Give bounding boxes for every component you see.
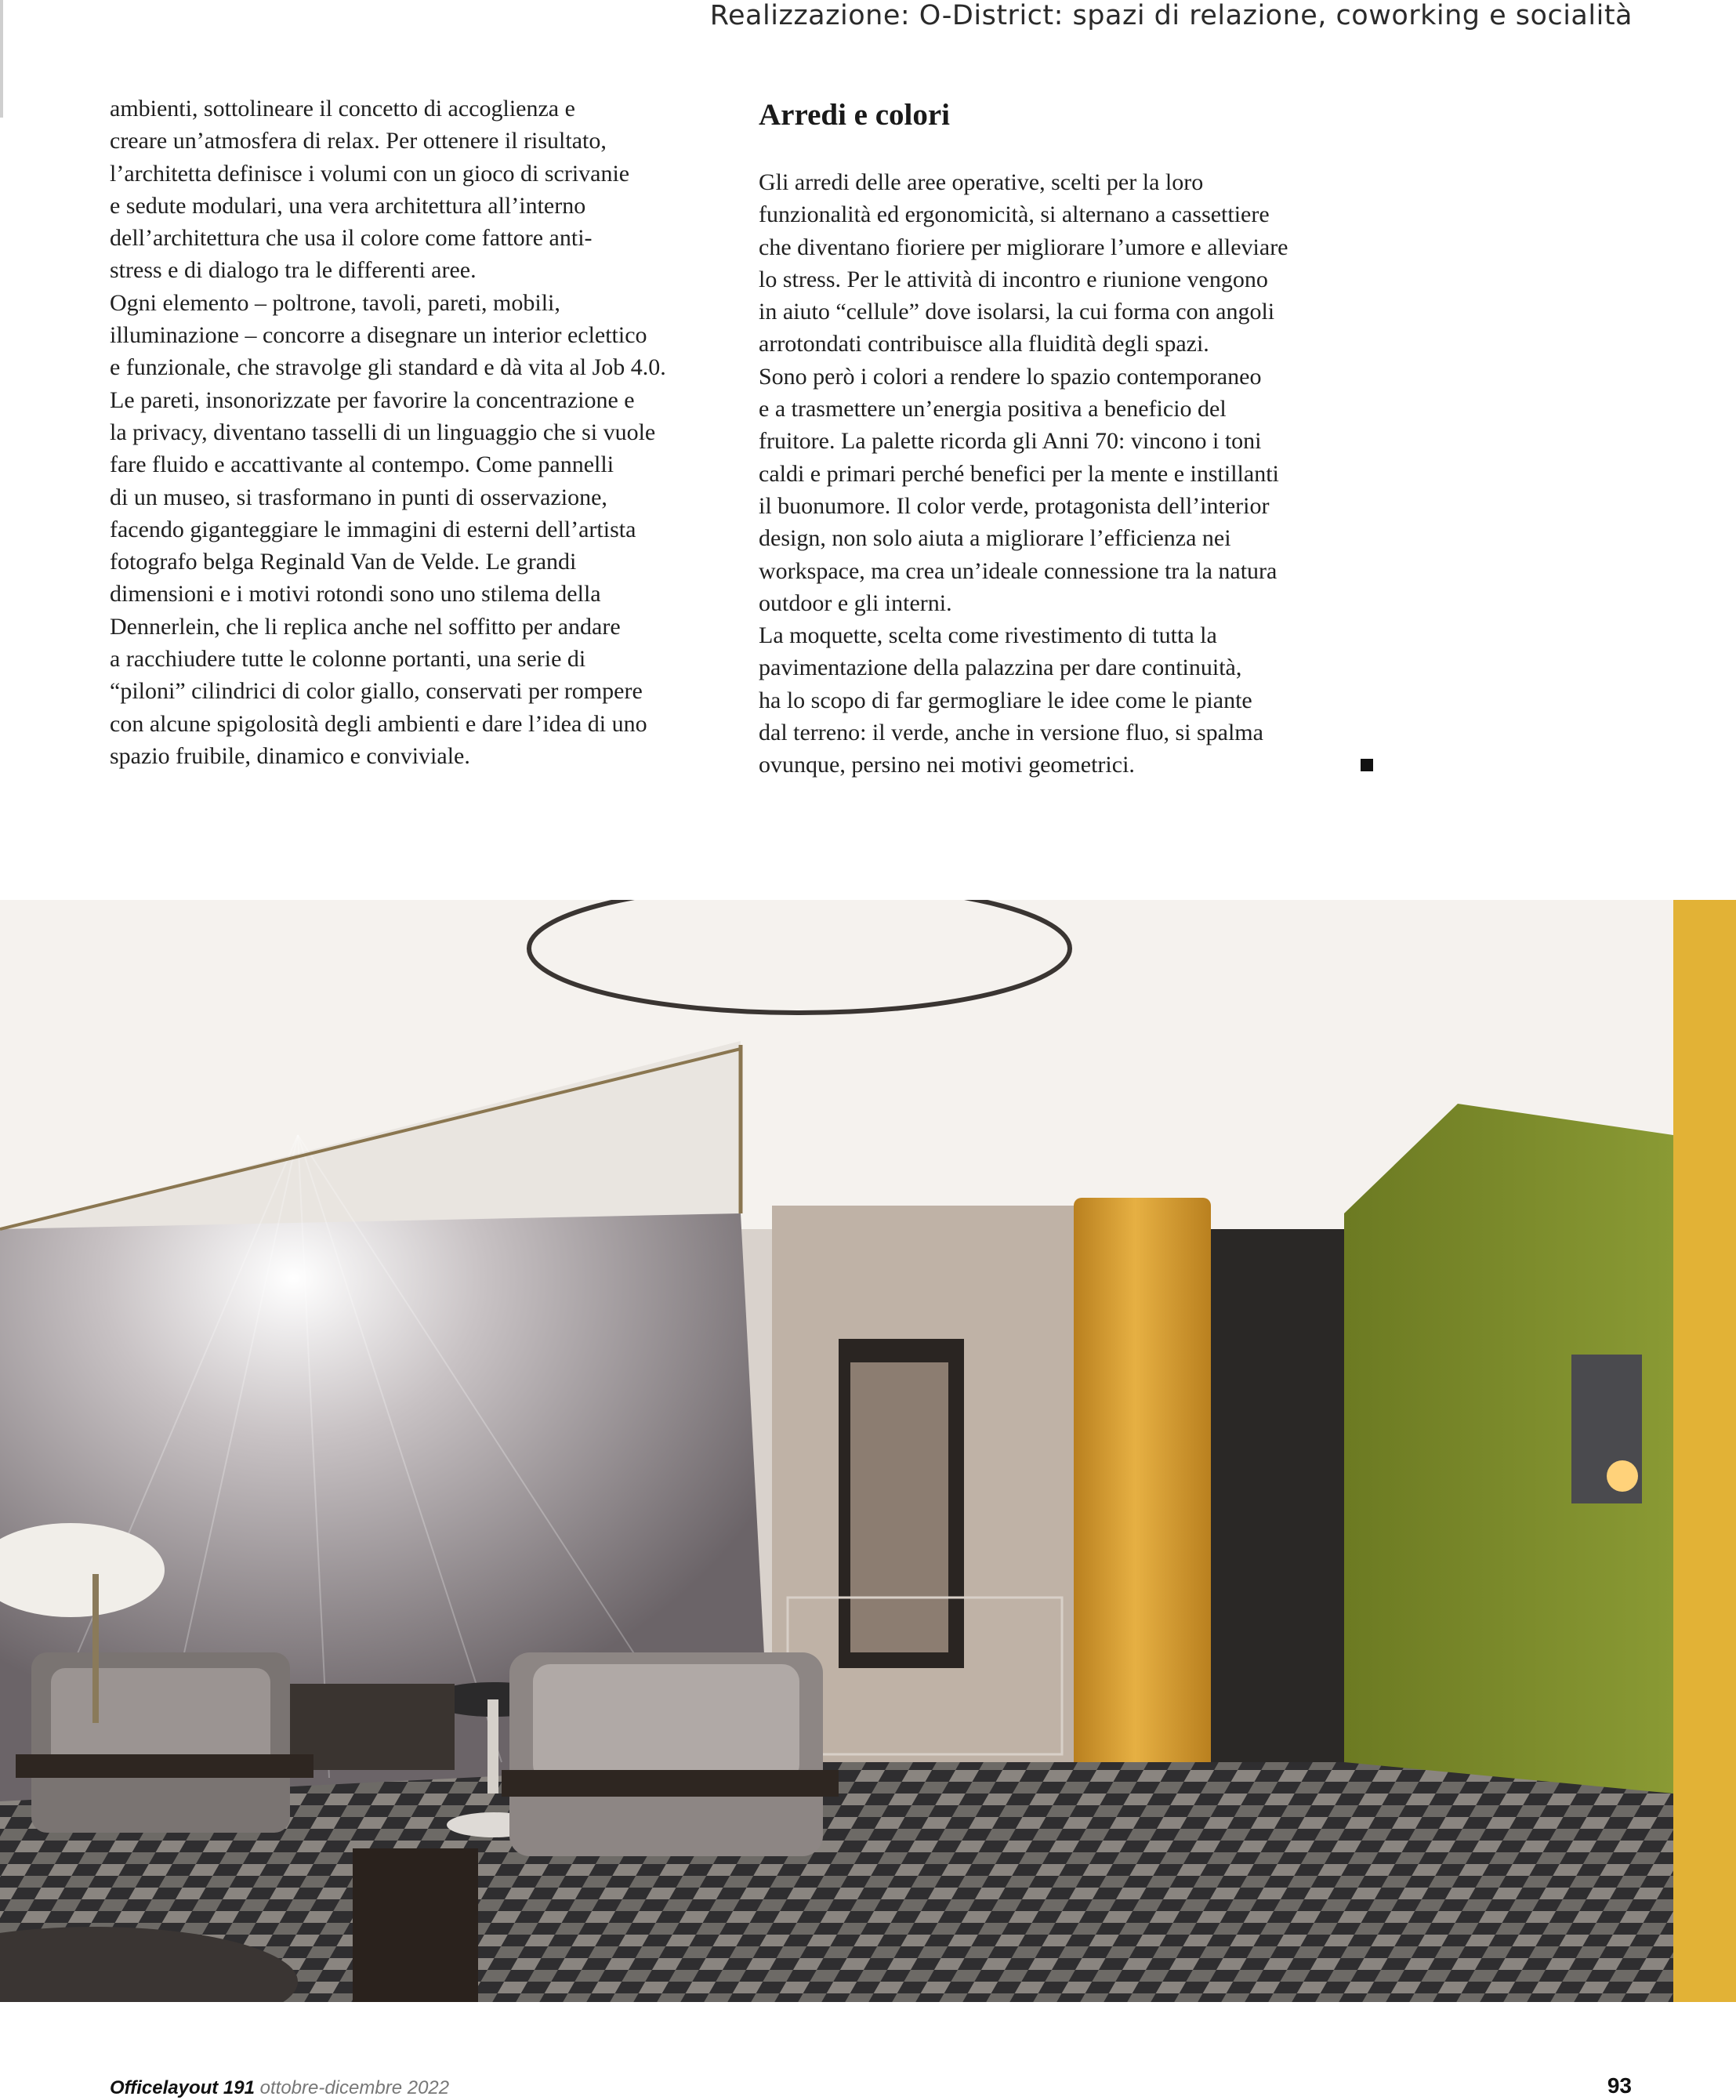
armchair-right bbox=[502, 1652, 839, 1856]
page-number: 93 bbox=[1607, 2073, 1632, 2098]
footer-credit bbox=[110, 2077, 449, 2099]
magazine-name: Officelayout 191 bbox=[110, 2077, 255, 2098]
issue-date: ottobre-dicembre 2022 bbox=[259, 2077, 450, 2098]
left-text-column bbox=[110, 92, 737, 772]
page-edge-rule bbox=[0, 0, 3, 118]
right-text-column bbox=[759, 92, 1386, 782]
yellow-column-right bbox=[1673, 900, 1736, 2002]
interior-photo bbox=[0, 900, 1736, 2002]
running-header: Realizzazione: O-District: spazi di relazione, coworking e socialità bbox=[709, 0, 1633, 31]
section-heading: Arredi e colori bbox=[759, 98, 951, 132]
body-text-right: Gli arredi delle aree operative, scelti per la loro funzionalità ed ergonomicità, si alternano a cassettiere che diventano fioriere per migliorare l’umore e alleviare lo stress. Per le attività di incontro e riunione vengono in aiuto “cellule” dove isolarsi, la cui forma con angoli arrotondati contribuisce alla fluidità degli spazi. Sono però i colori a rendere lo spazio contemporaneo e a trasmettere un’energia positiva a beneficio del fruitore. La palette ricorda gli Anni 70: vincono i toni caldi e primari perché benefici per la mente e instillanti il buonumore. Il color verde, protagonista dell’interior design, non solo aiuta a migliorare l’efficienza nei workspace, ma crea un’ideale connessione tra la natura outdoor e gli interni. La moquette, scelta come rivestimento di tutta la pavimentazione della palazzina per dare continuità, ha lo scopo di far germogliare le idee come le piante dal terreno: il verde, anche in versione fluo, si spalma ovunque, persino nei motivi geometrici. bbox=[759, 169, 1288, 778]
yellow-column bbox=[1074, 1198, 1211, 1825]
foreground-chair bbox=[353, 1848, 478, 2002]
armchair-left bbox=[16, 1652, 313, 1833]
article-end-mark bbox=[1361, 759, 1373, 771]
body-text-left: ambienti, sottolineare il concetto di accoglienza e creare un’atmosfera di relax. Per ottenere il risultato, l’architetta definisce i volumi con un gioco di scrivanie e sedute modulari, una vera architettura all’interno dell’architettura che usa il colore come fattore anti- stress e di dialogo tra le differenti aree. Ogni elemento – poltrone, tavoli, pareti, mobili, illuminazione – concorre a disegnare un interior eclettico e funzionale, che stravolge gli standard e dà vita al Job 4.0. Le pareti, insonorizzate per favorire la concentrazione e la privacy, diventano tasselli di un linguaggio che si vuole fare fluido e accattivante al contempo. Come pannelli di un museo, si trasformano in punti di osservazione, facendo giganteggiare le immagini di esterni dell’artista fotografo belga Reginald Van de Velde. Le grandi dimensioni e i motivi rotondi sono uno stilema della Dennerlein, che li replica anche nel soffitto per andare a racchiudere tutte le colonne portanti, una serie di “piloni” cilindrici di color giallo, conservati per rompere con alcune spigolosità degli ambienti e dare l’idea di uno spazio fruibile, dinamico e conviviale. bbox=[110, 96, 666, 769]
